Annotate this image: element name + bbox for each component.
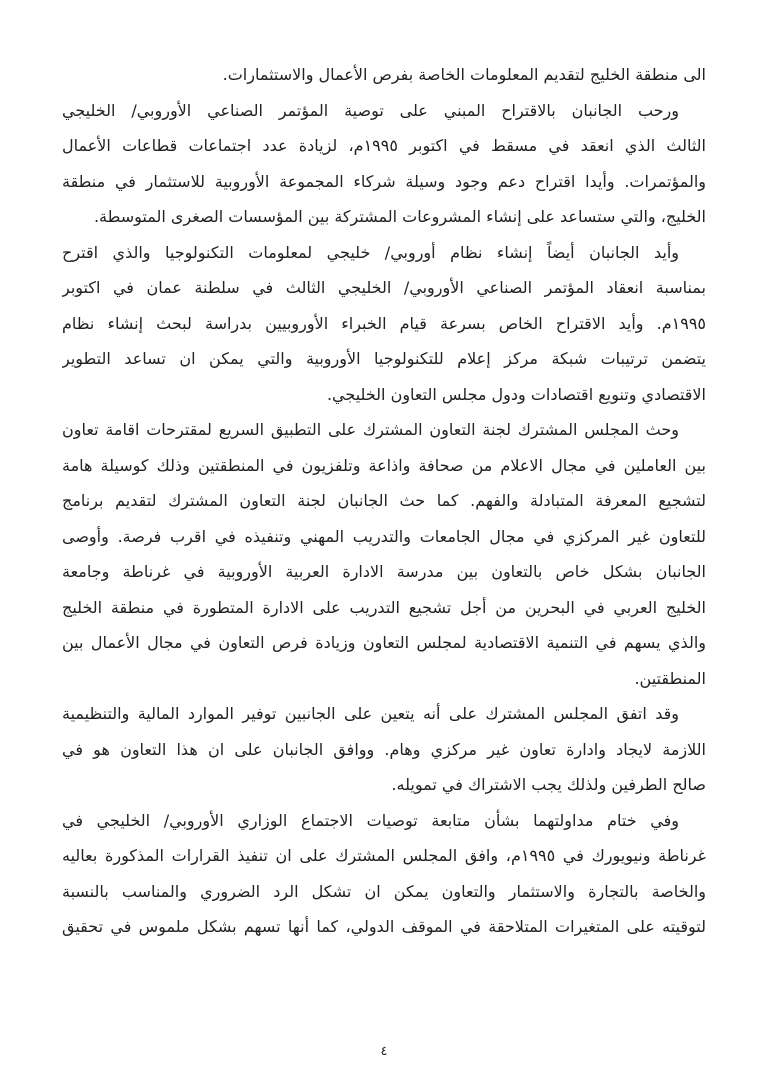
text-line: الخليج العربي في البحرين من أجل تشجيع التدريب على الادارة المتطورة في منطقة الخليج — [62, 597, 706, 617]
text-line: الى منطقة الخليج لتقديم المعلومات الخاصة بفرص الأعمال والاستثمارات. — [222, 65, 706, 84]
page-number: ٤ — [380, 1044, 388, 1059]
text-line: والمؤتمرات. وأيدا اقتراح دعم وجود وسيلة شركاء المجموعة الأوروبية للاستثمار في منطقة — [62, 171, 706, 191]
text-line: ورحب الجانبان بالاقتراح المبني على توصية المؤتمر الصناعي الأوروبي/ الخليجي — [62, 100, 679, 120]
text-line: الاقتصادي وتنويع اقتصادات ودول مجلس التعاون الخليجي. — [326, 384, 706, 404]
text-line: بين العاملين في مجال الاعلام من صحافة واذاعة وتلفزيون في المنطقتين وذلك كوسيلة هامة — [62, 455, 706, 475]
text-line: للتعاون غير المركزي في مجال الجامعات والتدريب المهني وتنفيذه في اقرب فرصة. وأوصى — [62, 526, 706, 546]
text-line: الخليج، والتي ستساعد على إنشاء المشروعات المشتركة بين المؤسسات الصغرى المتوسطة. — [93, 207, 706, 226]
text-line: وفي ختام مداولتهما بشأن متابعة توصيات الاجتماع الوزاري الأوروبي/ الخليجي في — [62, 810, 679, 830]
text-line: ١٩٩٥م. وأيد الاقتراح الخاص بسرعة قيام الخبراء الأوروبيين بدراسة لبحث إنشاء نظام — [62, 313, 706, 333]
text-line: لتشجيع المعرفة المتبادلة والفهم. كما حث الجانبان لجنة التعاون المشترك لتقديم برنامج — [62, 491, 706, 510]
text-line: يتضمن ترتيبات شبكة مركز إعلام للتكنولوجيا الأوروبية والتي يمكن ان تساعد التطوير — [62, 349, 706, 368]
text-line: الجانبان بشكل خاص بالتعاون بين مدرسة الادارة العربية الأوروبية في غرناطة وجامعة — [62, 562, 706, 581]
text-line: لتوقيته على المتغيرات المتلاحقة في الموقف الدولي، كما أنها تسهم بشكل ملموس في تحقيق — [62, 917, 706, 936]
text-line: غرناطة ونيويورك في ١٩٩٥م، وافق المجلس المشترك على ان تنفيذ القرارات المذكورة بعاليه — [62, 846, 706, 865]
text-line: المنطقتين. — [634, 668, 706, 688]
text-line: اللازمة لايجاد وادارة تعاون غير مركزي وهام. ووافق الجانبان على ان هذا التعاون هو في — [62, 739, 706, 759]
document-body — [62, 57, 706, 945]
text-line: وأيد الجانبان أيضاً إنشاء نظام أوروبي/ خليجي لمعلومات التكنولوجيا والذي اقترح — [62, 242, 679, 262]
text-line: بمناسبة انعقاد المؤتمر الصناعي الأوروبي/ الخليجي الثالث في سلطنة عمان في اكتوبر — [62, 278, 706, 297]
text-line: وحث المجلس المشترك لجنة التعاون المشترك على التطبيق السريع لمقترحات اقامة تعاون — [62, 420, 679, 439]
text-line: وقد اتفق المجلس المشترك على أنه يتعين على الجانبين توفير الموارد المالية والتنظيمية — [62, 704, 679, 723]
text-line: والذي يسهم في التنمية الاقتصادية لمجلس التعاون وزيادة فرص التعاون في مجال الأعمال بين — [62, 633, 706, 652]
text-line: صالح الطرفين ولذلك يجب الاشتراك في تمويله. — [391, 775, 706, 794]
text-line: الثالث الذي انعقد في مسقط في اكتوبر ١٩٩٥م، لزيادة عدد اجتماعات قطاعات الأعمال — [62, 136, 706, 155]
text-line: والخاصة بالتجارة والاستثمار والتعاون يمكن ان تشكل الرد الضروري والمناسب بالنسبة — [62, 881, 706, 901]
